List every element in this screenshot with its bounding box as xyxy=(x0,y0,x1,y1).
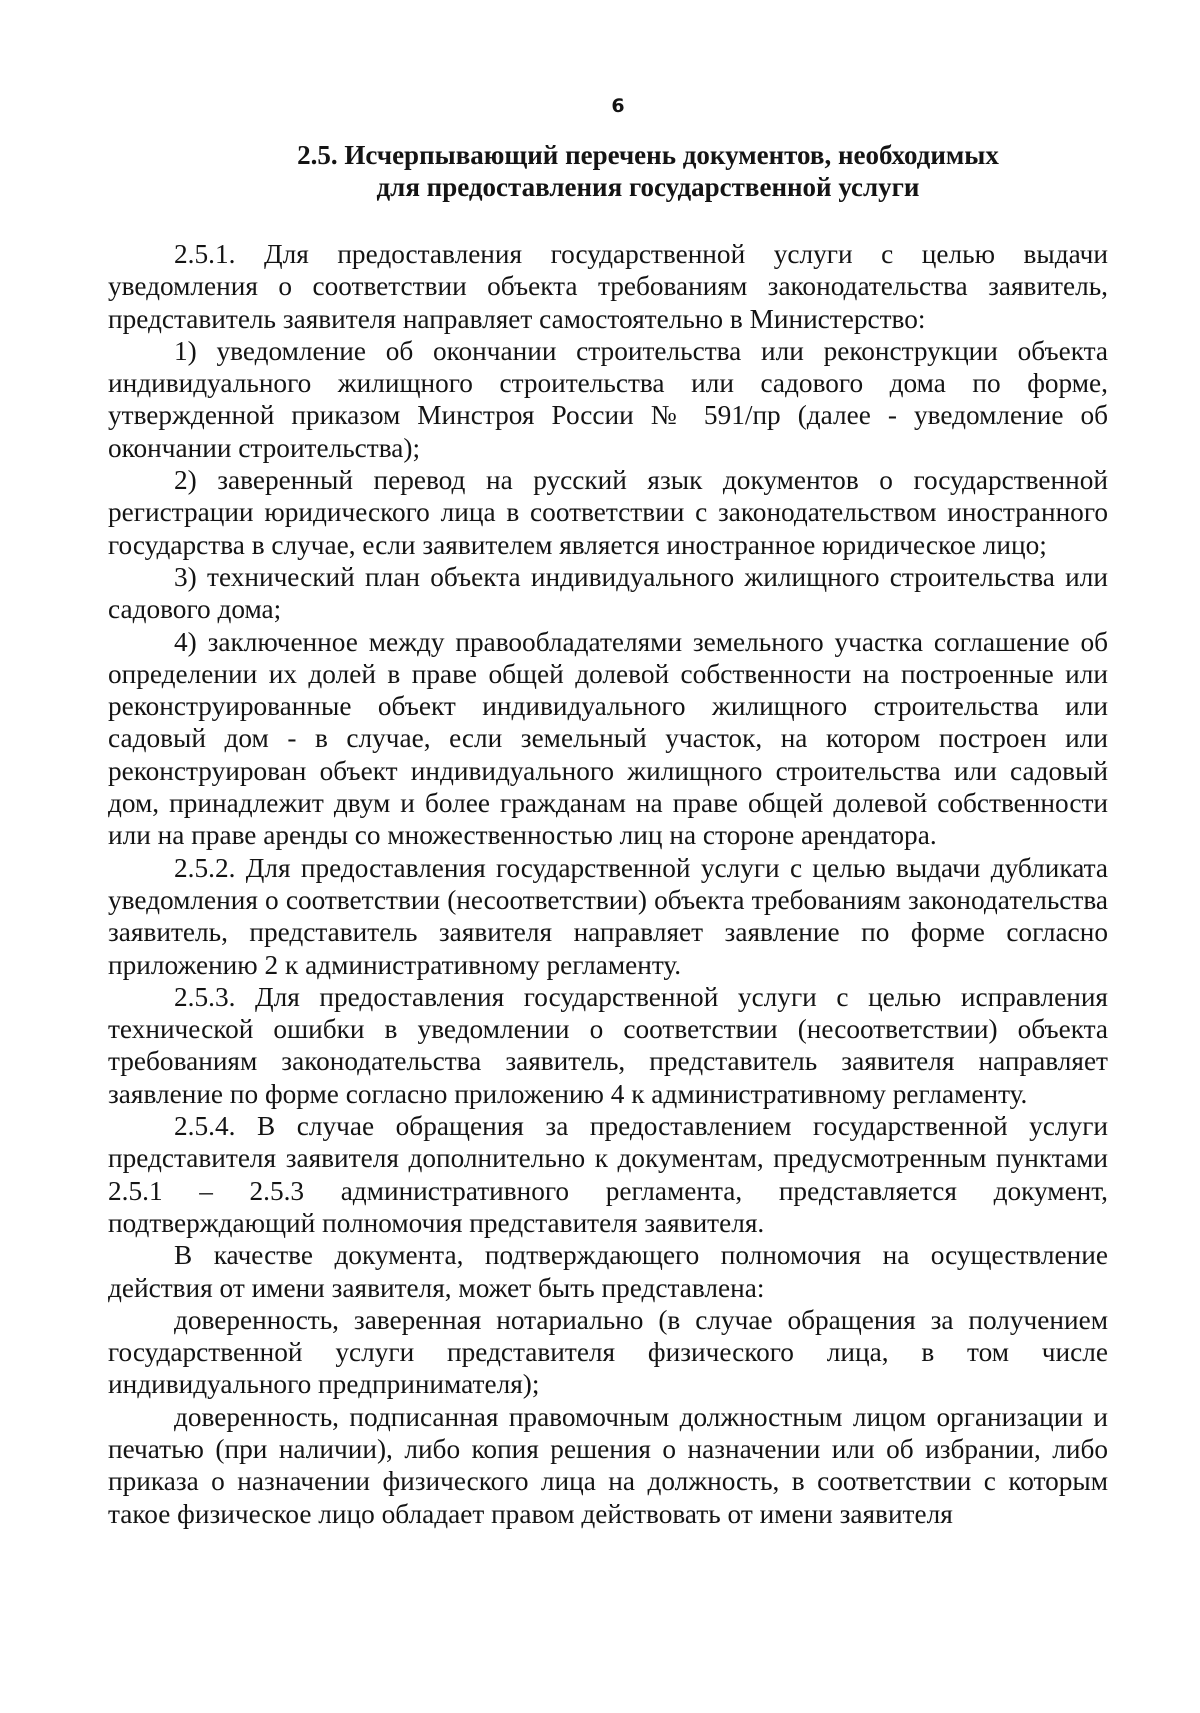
section-title xyxy=(188,139,1108,203)
section-title-line-2: для предоставления государственной услуги xyxy=(376,172,920,202)
section-title-line-1: 2.5. Исчерпывающий перечень документов, необходимых xyxy=(297,140,999,170)
paragraph-2-5-1: 2.5.1. Для предоставления государственной услуги с целью выдачи уведомления о соответствии объекта требованиям законодательства заявитель, представитель заявителя направляет самостоятельно в Министерство: xyxy=(108,239,1108,334)
paragraph-2-5-4: 2.5.4. В случае обращения за предоставлением государственной услуги представителя заявителя дополнительно к документам, предусмотренным пунктами 2.5.1 – 2.5.3 административного регламента, представляется документ, подтверждающий полномочия представителя заявителя. xyxy=(108,1111,1108,1238)
page-number: 6 xyxy=(611,95,625,117)
paragraph-2-5-2: 2.5.2. Для предоставления государственной услуги с целью выдачи дубликата уведомления о соответствии (несоответствии) объекта требованиям законодательства заявитель, представитель заявителя направляет заявление по форме согласно приложению 2 к административному регламенту. xyxy=(108,852,1108,980)
paragraph-notarized-power-of-attorney: доверенность, заверенная нотариально (в случае обращения за получением государственной услуги представителя физического лица, в том числе индивидуального предпринимателя); xyxy=(108,1304,1108,1400)
paragraph-2-5-3: 2.5.3. Для предоставления государственной услуги с целью исправления технической ошибки в уведомлении о соответствии (несоответствии) объекта требованиям законодательства заявитель, представитель заявителя направляет заявление по форме согласно приложению 4 к административному регламенту. xyxy=(108,981,1108,1109)
paragraph-authority-document: В качестве документа, подтверждающего полномочия на осуществление действия от имени заявителя, может быть представлена: xyxy=(108,1240,1108,1303)
list-item-1: 1) уведомление об окончании строительства или реконструкции объекта индивидуального жилищного строительства или садового дома по форме, утвержденной приказом Минстроя России № 591/пр (далее - уведомление об окончании строительства); xyxy=(108,335,1108,463)
list-item-4: 4) заключенное между правообладателями земельного участка соглашение об определении их долей в праве общей долевой собственности на построенные или реконструированные объект индивидуального жилищного строительства или садовый дом - в случае, если земельный участок, на котором построен или реконструирован объект индивидуального жилищного строительства или садовый дом, принадлежит двум и более гражданам на праве общей долевой собственности или на праве аренды со множественностью лиц на стороне арендатора. xyxy=(108,626,1108,851)
list-item-3: 3) технический план объекта индивидуального жилищного строительства или садового дома; xyxy=(108,561,1108,625)
list-item-2: 2) заверенный перевод на русский язык документов о государственной регистрации юридического лица в соответствии с законодательством иностранного государства в случае, если заявителем является иностранное юридическое лицо; xyxy=(108,465,1108,560)
paragraph-organization-power-of-attorney: доверенность, подписанная правомочным должностным лицом организации и печатью (при наличии), либо копия решения о назначении или об избрании, либо приказа о назначении физического лица на должность, в соответствии с которым такое физическое лицо обладает правом действовать от имени заявителя xyxy=(108,1401,1108,1529)
